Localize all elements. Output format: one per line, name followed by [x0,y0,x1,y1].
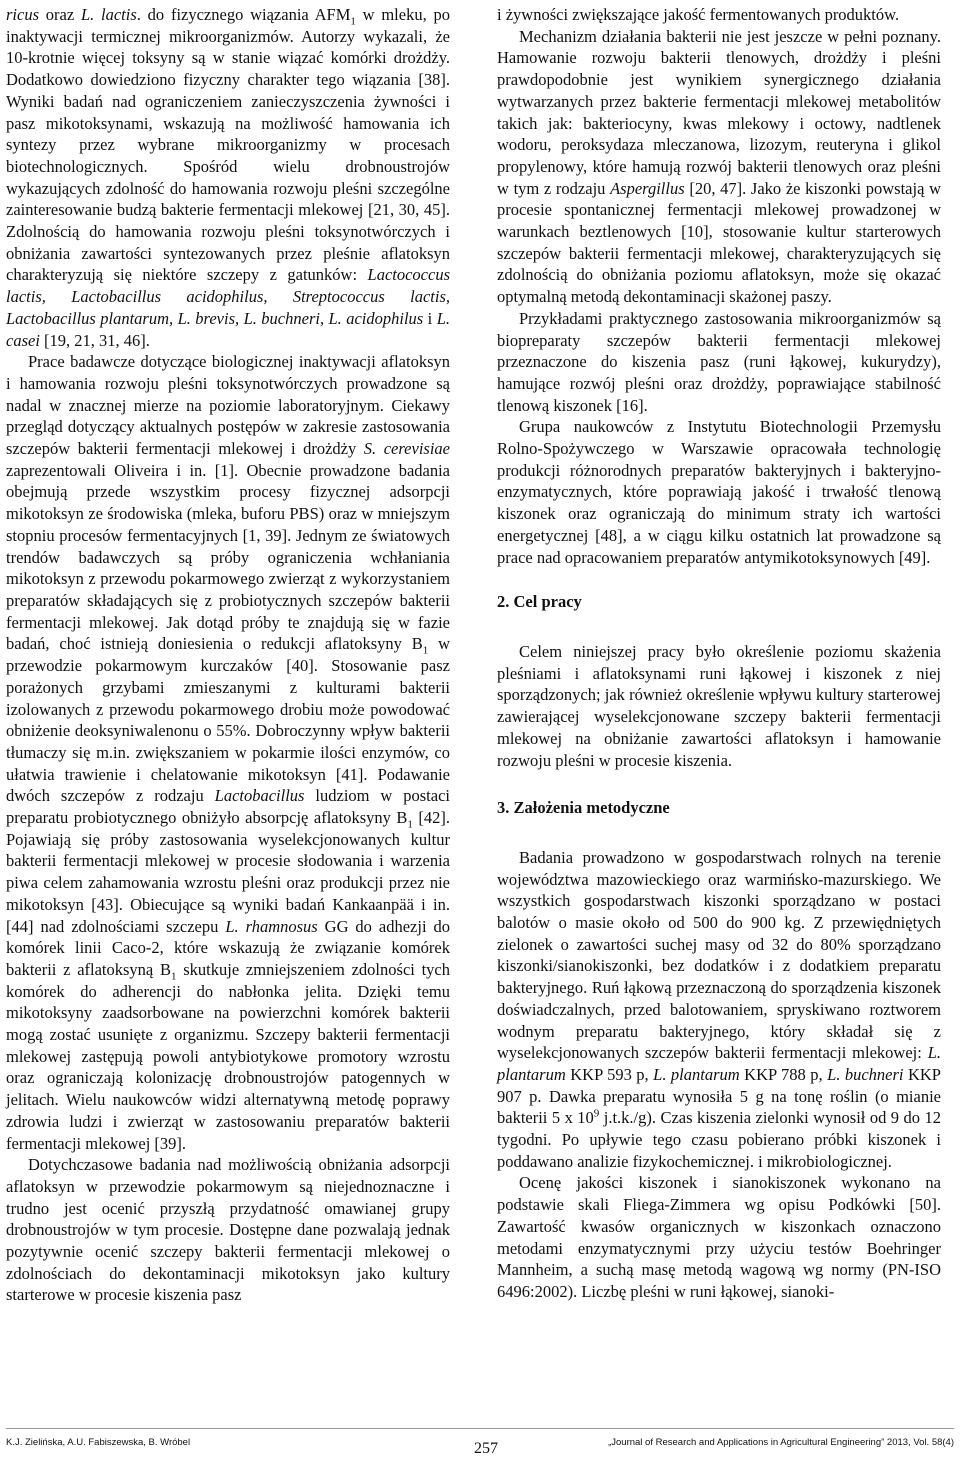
text-run: ludziom w postaci preparatu probiotycznego obniżyło absorpcję aflatoksyny B [6,786,450,828]
text-run: j.t.k./g). Czas kiszenia zielonki wynosił od 9 do 12 tygodni. Po upływie tego czasu pobierano próbki kiszonek i poddawano analizie fizykochemicznej. i mikrobiologicznej. [497,1108,941,1171]
paragraph [497,416,941,568]
text-run: . do fizycznego wiązania AFM [136,5,351,24]
subscript: 1 [350,15,356,28]
italic-text: Lactobacillus [214,786,305,806]
italic-text: L. plantarum [653,1064,740,1084]
right-column [497,4,941,1303]
text-run: i żywności zwiększające jakość fermentowanych produktów. [497,5,900,24]
subscript: 1 [407,818,413,831]
text-run: Ocenę jakości kiszonek i sianokiszonek wykonano na podstawie skali Fliega-Zimmera wg opisu Podkówki [50]. Zawartość kwasów organicznych w kiszonkach oznaczono metodami enzymatycznymi przy użyciu testów Boehringer Mannheim, a suchą masę metodą wagową wg normy (PN-ISO 6496:2002). Liczbę pleśni w runi łąkowej, sianoki- [497,1173,941,1301]
text-run: Celem niniejszej pracy było określenie poziomu skażenia pleśniami i aflatoksynami runi łąkowej i kiszonek z niej sporządzonych; jak również określenie wpływu kultury starterowej zawierającej wyselekcjonowane szczepy bakterii fermentacji mlekowej na obniżanie zawartości aflatoksyn i hamowanie rozwoju pleśni w procesie kiszenia. [497,641,941,770]
footer-journal: „Journal of Research and Applications in Agricultural Engineering” 2013, Vol. 58(4) [608,1437,954,1448]
italic-text: L. casei [6,308,450,350]
text-run: Dotychczasowe badania nad możliwością obniżania adsorpcji aflatoksyn w przewodzie pokarmowym są niejednoznaczne i trudno jest ocenić przyszłą przydatność omawianej grupy drobnoustrojów w tym procesie. Dostępne dane pozwalają jednak pozytywnie ocenić szczepy bakterii fermentacji mlekowej o zdolnościach do dekontaminacji mikotoksyn jako kultury starterowe w procesie kiszenia pasz [6,1155,450,1305]
text-run: KKP 788 p, [739,1064,828,1084]
text-run: GG do adhezji do komórek linii Caco-2, które wskazują że związanie komórek bakterii z aflatoksyną B [6,916,450,979]
text-run: KKP 593 p, [565,1064,654,1084]
text-run: w mleku, po inaktywacji termicznej mikroorganizmów. Autorzy wykazali, że 10-krotnie więcej toksyny są w stanie wiązać komórki drożdży. Dodatkowo dowiedziono fizyczny charakter tego wiązania [38]. Wyniki badań nad ograniczeniem zanieczyszczenia żywności i pasz mikotoksynami, wskazują na możliwość hamowania ich syntezy przez wybrane mikroorganizmy w procesach biotechnologicznych. Spośród wielu drobnoustrojów wykazujących zdolność do hamowania rozwoju pleśni szczególne zainteresowanie budzą bakterie fermentacji mlekowej [21, 30, 45]. Zdolnością do hamowania rozwoju pleśni toksynotwórczych i obniżania zawartości syntezowanych przez pleśnie aflatoksyn charakteryzują się niektóre szczepy z gatunków: [6,5,450,285]
italic-text: L. buchneri [827,1064,904,1084]
paragraph [497,308,941,417]
text-run: skutkuje zmniejszeniem zdolności tych komórek do adherencji do nabłonka jelita. Dzięki temu mikotoksyny zaadsorbowane na powierzchni komórek bakterii mogą zostać usunięte z organizmu. Szczepy bakterii fermentacji mlekowej zastępują powoli antybiotykowe promotory wzrostu oraz ograniczają kolonizację drobnoustrojów patogennych w jelitach. Wielu naukowców widzi alternatywną metodę poprawy zdrowia ludzi i zwierząt w zastosowaniu preparatów bakterii fermentacji mlekowej [39]. [6,959,450,1153]
superscript: 9 [593,1107,600,1120]
page-number: 257 [474,1440,498,1457]
text-run: w przewodzie pokarmowym kurczaków [40]. Stosowanie pasz porażonych grzybami zmieszanymi z kulturami bakterii izolowanych z przewodu pokarmowego drobiu może powodować obniżenie deoksyniwalenonu o 55%. Dobroczynny wpływ bakterii tłumaczy się m.in. zwiększaniem w pokarmie ilości enzymów, co ułatwia trawienie i chelatowanie mikotoksyn [41]. Podawanie dwóch szczepów z rodzaju [6,634,451,806]
text-run: [20, 47]. Jako że kiszonki powstają w procesie spontanicznej fermentacji mlekowej prowadzonej w warunkach beztlenowych [10], stosowanie kultur starterowych szczepów bakterii fermentacji mlekowej, charakteryzujących się zdolnością do obniżania poziomu aflatoksyn, może się okazać optymalną metodą dekontaminacji skażonej paszy. [497,178,941,307]
text-run: Przykładami praktycznego zastosowania mikroorganizmów są biopreparaty szczepów bakterii fermentacji mlekowej przeznaczone do kiszenia pasz (runi łąkowej, kukurydzy), hamujące rozwój pleśni oraz drożdży, poprawiające stabilność tlenową kiszonek [16]. [497,308,941,415]
paragraph [497,1172,941,1302]
paragraph [6,1154,450,1306]
paragraph [6,351,450,1154]
text-run: [42]. Pojawiają się próby zastosowania wyselekcjonowanych kultur bakterii fermentacji mlekowej w procesie słodowania i warzenia piwa celem zahamowania wzrostu pleśni oraz produkcji przez nie mikotoksyn [43]. Obiecujące są wyniki badań Kankaanpää i in. [44] nad zdolnościami szczepu [6,808,450,936]
paragraph [497,26,941,308]
left-column [6,4,450,1306]
italic-text: L. lactis [80,5,137,24]
italic-text: L. rhamnosus [225,916,318,936]
paragraph [497,847,941,1173]
subscript: 1 [171,970,177,983]
section-heading: 2. Cel pracy [497,592,582,612]
footer-rule [6,1428,954,1429]
text-run: Grupa naukowców z Instytutu Biotechnologii Przemysłu Rolno-Spożywczego w Warszawie opracowała technologię produkcji różnorodnych preparatów bakteryjnych i bakteryjno-enzymatycznych, które poprawiają jakość i trwałość tlenową kiszonek oraz ograniczają do minimum straty ich wartości energetycznej [48], a w ciągu kilku ostatnich lat prowadzone są prace nad opracowaniem preparatów antymikotoksynowych [49]. [497,417,941,567]
italic-text: Lactococcus lactis, Lactobacillus acidophilus, Streptococcus lactis, Lactobacillus plantarum, L. brevis, L. buchneri, L. acidophilus [6,265,450,328]
text-run: Prace badawcze dotyczące biologicznej inaktywacji aflatoksyn i hamowania rozwoju pleśni toksynotwórczych prowadzone są nadal w znacznej mierze na poziomie laboratoryjnym. Ciekawy przegląd dotyczący aktualnych postępów w zakresie zastosowania szczepów bakterii fermentacji mlekowej i drożdży [6,352,450,459]
footer-authors: K.J. Zielińska, A.U. Fabiszewska, B. Wróbel [6,1437,191,1448]
text-run: i [423,308,437,328]
paragraph [6,4,450,351]
italic-text: L. plantarum [497,1043,941,1084]
italic-text: S. cerevisiae [363,439,450,459]
subscript: 1 [422,644,429,657]
text-run: KKP 907 p. Dawka preparatu wynosiła 5 g na tonę roślin (o mianie bakterii 5 x 10 [497,1064,941,1128]
paragraph [497,641,941,771]
text-run: oraz [39,5,81,24]
text-run: Badania prowadzono w gospodarstwach rolnych na terenie województwa mazowieckiego oraz warmińsko-mazurskiego. We wszystkich gospodarstwach kiszonki sporządzano w postaci balotów o masie około od 500 do 900 kg. Z przewiędniętych zielonek o zawartości suchej masy od 32 do 80% sporządzano kiszonki/sianokiszonki, bez dodatków i z dodatkiem preparatu bakteryjnego. Ruń łąkową przeznaczoną do sporządzenia kiszonek doświadczalnych, przed balotowaniem, spryskiwano roztworem wodnym preparatu bakteryjnego, który składał się z wyselekcjonowanych szczepów bakterii fermentacji mlekowej: [497,847,941,1063]
italic-text: Aspergillus [610,178,685,198]
paragraph [497,4,941,26]
italic-text: ricus [6,5,39,24]
text-run: Mechanizm działania bakterii nie jest jeszcze w pełni poznany. Hamowanie rozwoju bakterii tlenowych, drożdży i pleśni prawdopodobnie jest wynikiem synergicznego działania wytwarzanych przez bakterie fermentacji mlekowej metabolitów takich jak: bakteriocyny, kwas mlekowy i octowy, nadtlenek wodoru, peroksydaza mleczanowa, lizozym, reuteryna i glikol propylenowy, które hamują rozwój bakterii tlenowych oraz pleśni w tym z rodzaju [497,26,941,198]
section-heading: 3. Założenia metodyczne [497,798,670,818]
text-run: [19, 21, 31, 46]. [39,330,150,350]
text-run: zaprezentowali Oliveira i in. [1]. Obecnie prowadzone badania obejmują przede wszystkim procesy fizycznej adsorpcji mikotoksyn ze środowiska (mleka, buforu PBS) oraz w mniejszym stopniu procesów fermentacyjnych [1, 39]. Jednym ze światowych trendów badawczych są próby ograniczenia wchłaniania mikotoksyn z przewodu pokarmowego zwierząt z wykorzystaniem preparatów składających się z probiotycznych szczepów bakterii fermentacji mlekowej. Jak dotąd próby te znajdują się w fazie badań, choć istnieją doniesienia o redukcji aflatoksyny B [6,460,450,654]
